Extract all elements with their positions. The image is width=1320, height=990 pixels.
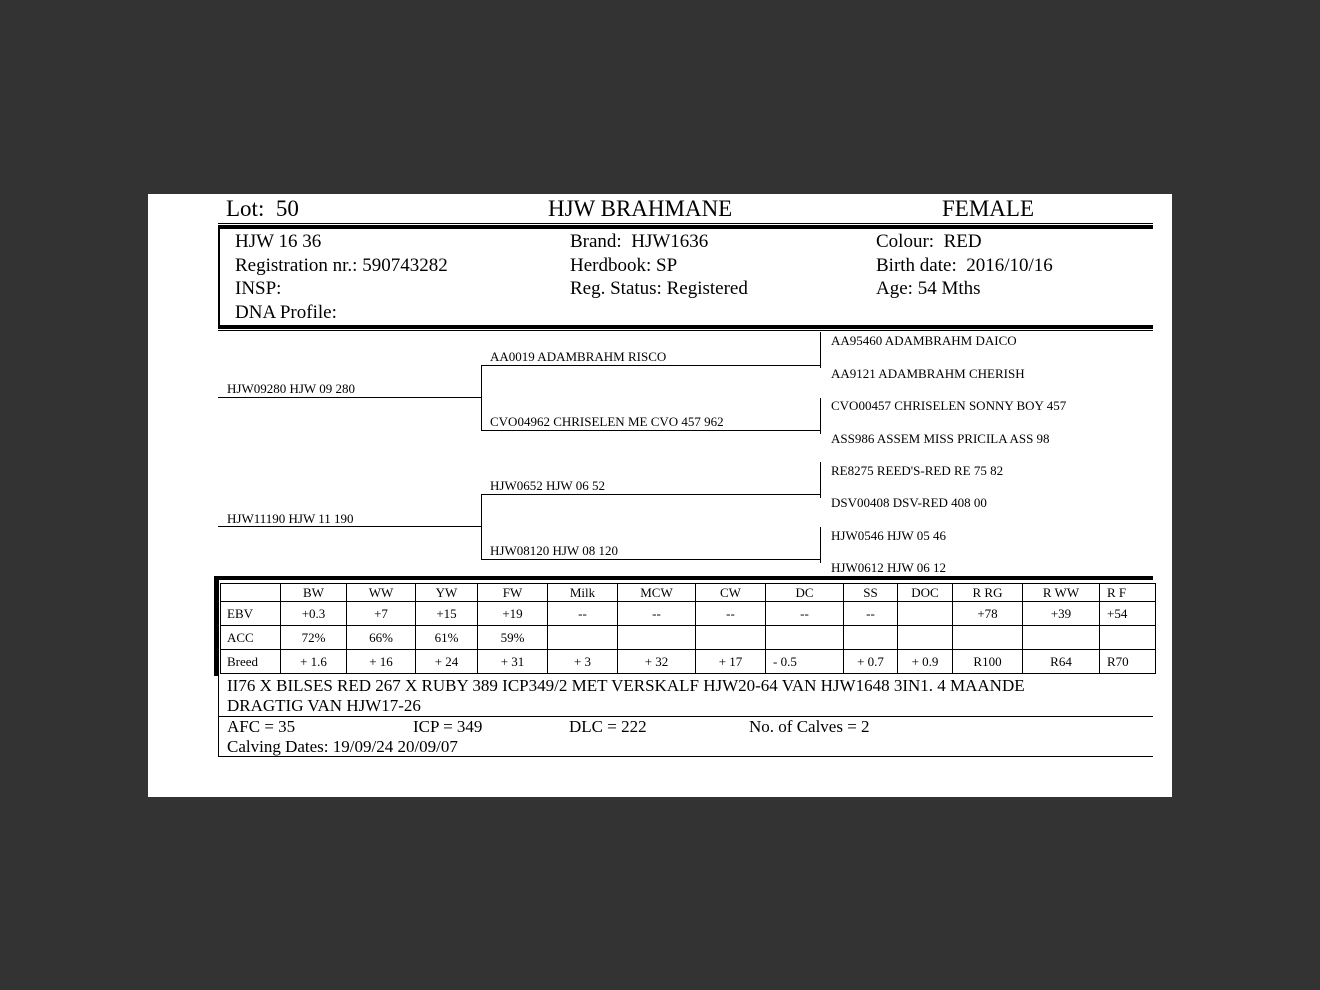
sire: HJW09280 HJW 09 280 [227,381,355,396]
acc-cell [844,626,898,650]
calves-count: No. of Calves = 2 [749,717,870,736]
ggp-5: RE8275 REED'S-RED RE 75 82 [831,463,1004,478]
col-header: Milk [548,584,618,602]
acc-cell [548,626,618,650]
row-label: EBV [221,602,281,626]
sire-dam: CVO04962 CHRISELEN ME CVO 457 962 [490,414,724,429]
colour-field: Colour: RED [876,231,982,252]
breed-cell: R100 [953,650,1023,674]
breed-row [221,650,1156,674]
row-label: ACC [221,626,281,650]
ebv-cell: +15 [416,602,478,626]
afc-value: AFC = 35 [227,717,296,736]
ggp-2: AA9121 ADAMBRAHM CHERISH [831,366,1025,381]
acc-row [221,626,1156,650]
acc-cell [618,626,696,650]
ebv-corner-cell [221,584,281,602]
ebv-cell: +19 [478,602,548,626]
herdbook-field: Herdbook: SP [570,255,678,276]
brand-field: Brand: HJW1636 [570,231,709,252]
birth-date-field: Birth date: 2016/10/16 [876,255,1053,276]
info-left-border [218,229,220,325]
remarks-rule [218,716,1153,717]
ggp-7: HJW0546 HJW 05 46 [831,528,946,543]
breed-cell: - 0.5 [766,650,844,674]
col-header: CW [696,584,766,602]
animal-id: HJW 16 36 [235,231,322,252]
animal-sex: FEMALE [942,196,1034,221]
ebv-cell: -- [548,602,618,626]
insp-field: INSP: [235,278,282,299]
col-header: R F [1100,584,1156,602]
row-label: Breed [221,650,281,674]
lot-number: 50 [275,196,299,221]
ebv-cell [898,602,953,626]
ebv-table [220,583,1156,674]
breed-cell: + 16 [347,650,416,674]
acc-cell [953,626,1023,650]
dam-dam: HJW08120 HJW 08 120 [490,543,618,558]
ggp-1: AA95460 ADAMBRAHM DAICO [831,333,1017,348]
ggp-3: CVO00457 CHRISELEN SONNY BOY 457 [831,398,1067,413]
dlc-value: DLC = 222 [569,717,647,736]
acc-cell [1023,626,1100,650]
col-header: YW [416,584,478,602]
ebv-cell: +78 [953,602,1023,626]
registration-number: Registration nr.: 590743282 [235,255,448,276]
info-rule-thin [218,330,1153,331]
dam-sire: HJW0652 HJW 06 52 [490,478,605,493]
breed-cell: R70 [1100,650,1156,674]
ebv-header-row [221,584,1156,602]
sire-sire: AA0019 ADAMBRAHM RISCO [490,349,667,364]
col-header: DOC [898,584,953,602]
breed-cell: + 32 [618,650,696,674]
info-rule-thick [218,325,1153,329]
herd-name: HJW BRAHMANE [548,196,733,221]
ggp-6: DSV00408 DSV-RED 408 00 [831,495,987,510]
ebv-cell: -- [618,602,696,626]
remarks-line-2: DRAGTIG VAN HJW17-26 [227,696,421,715]
breed-cell: + 17 [696,650,766,674]
ebv-cell: +7 [347,602,416,626]
breed-cell: + 31 [478,650,548,674]
ebv-row [221,602,1156,626]
acc-cell [696,626,766,650]
lot-label: Lot: [226,196,265,221]
col-header: MCW [618,584,696,602]
acc-cell: 59% [478,626,548,650]
breed-cell: + 0.7 [844,650,898,674]
breed-cell: + 3 [548,650,618,674]
ebv-cell: -- [696,602,766,626]
ebv-rule-thick [214,576,1153,580]
col-header: R WW [1023,584,1100,602]
age-field: Age: 54 Mths [876,278,981,299]
acc-cell: 72% [281,626,347,650]
col-header: SS [844,584,898,602]
ebv-cell: -- [766,602,844,626]
header-rule-thick [218,225,1153,229]
acc-cell [1100,626,1156,650]
remarks-line-1: II76 X BILSES RED 267 X RUBY 389 ICP349/2 MET VERSKALF HJW20-64 VAN HJW1648 3IN1. 4 MAANDE [227,676,1025,695]
header-rule-thin [218,223,1153,224]
col-header: BW [281,584,347,602]
ebv-cell: +54 [1100,602,1156,626]
ggp-4: ASS986 ASSEM MISS PRICILA ASS 98 [831,431,1050,446]
ggp-8: HJW0612 HJW 06 12 [831,560,946,575]
ebv-cell: +39 [1023,602,1100,626]
col-header: FW [478,584,548,602]
col-header: R RG [953,584,1023,602]
ebv-cell: +0.3 [281,602,347,626]
sale-catalogue-page [148,194,1172,797]
acc-cell: 61% [416,626,478,650]
reg-status-field: Reg. Status: Registered [570,278,748,299]
col-header: WW [347,584,416,602]
lot-heading [226,196,299,222]
acc-cell [766,626,844,650]
breed-cell: + 24 [416,650,478,674]
acc-cell [898,626,953,650]
calving-dates: Calving Dates: 19/09/24 20/09/07 [227,737,458,756]
breed-cell: + 0.9 [898,650,953,674]
ebv-cell: -- [844,602,898,626]
col-header: DC [766,584,844,602]
ebv-left-bar [214,576,219,676]
breed-cell: + 1.6 [281,650,347,674]
acc-cell: 66% [347,626,416,650]
icp-value: ICP = 349 [413,717,483,736]
dna-profile-field: DNA Profile: [235,302,337,323]
calving-rule [218,756,1153,757]
breed-cell: R64 [1023,650,1100,674]
dam: HJW11190 HJW 11 190 [227,511,354,526]
